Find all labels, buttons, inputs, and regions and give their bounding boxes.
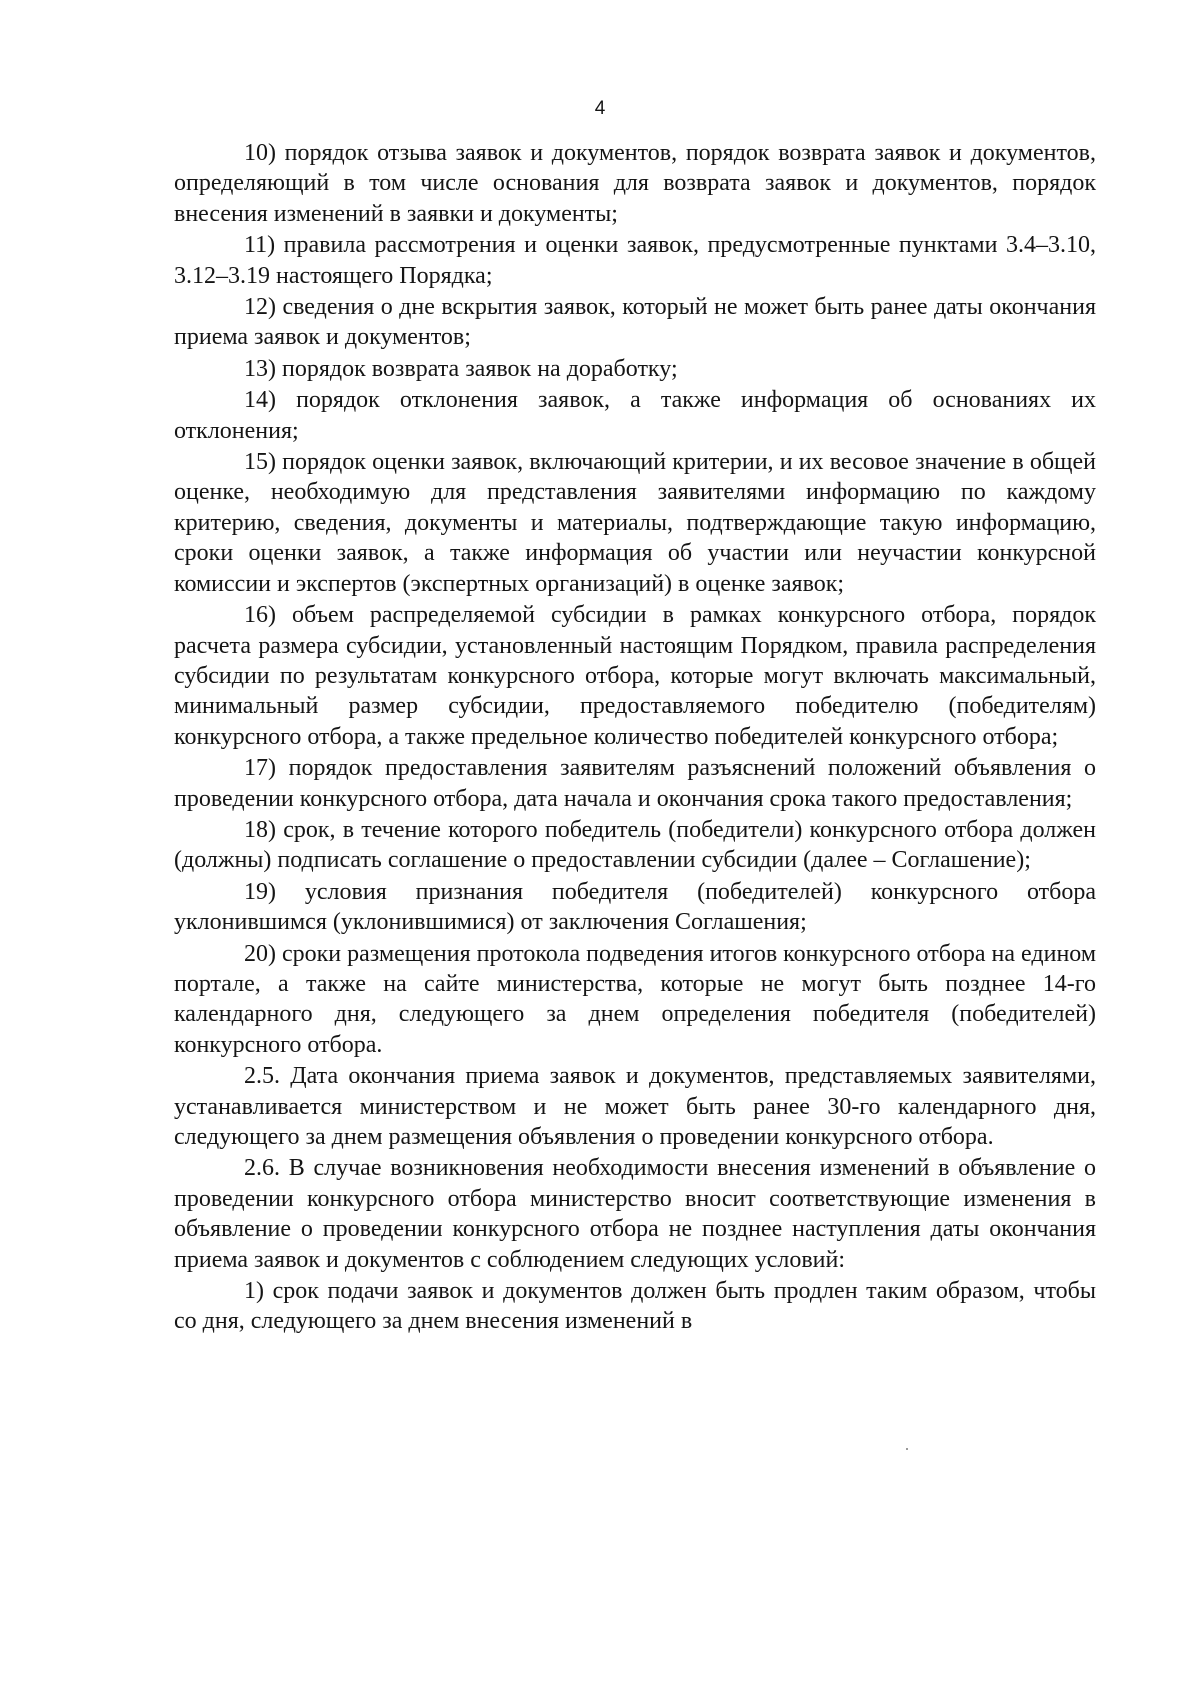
paragraph-item-17: 17) порядок предоставления заявителям разъяснений положений объявления о проведении конкурсного отбора, дата начала и окончания срока такого предоставления; <box>174 755 1096 812</box>
paragraph-item-12: 12) сведения о дне вскрытия заявок, который не может быть ранее даты окончания приема заявок и документов; <box>174 294 1096 351</box>
paragraph-item-11: 11) правила рассмотрения и оценки заявок, предусмотренные пунктами 3.4–3.10, 3.12–3.19 настоящего Порядка; <box>174 232 1096 289</box>
paragraph-item-14: 14) порядок отклонения заявок, а также информация об основаниях их отклонения; <box>174 387 1096 444</box>
paragraph-section-2-5: 2.5. Дата окончания приема заявок и документов, представляемых заявителями, устанавливается министерством и не может быть ранее 30-го календарного дня, следующего за днем размещения объявления о проведении конкурсного отбора. <box>174 1063 1096 1150</box>
scan-speck <box>906 1448 908 1450</box>
page-number: 4 <box>594 98 606 119</box>
paragraph-item-13: 13) порядок возврата заявок на доработку; <box>244 355 678 382</box>
paragraph-item-20: 20) сроки размещения протокола подведения итогов конкурсного отбора на едином портале, а также на сайте министерства, которые не могут быть позднее 14-го календарного дня, следующего за днем определения победителя (победителей) конкурсного отбора. <box>174 940 1097 1058</box>
paragraph-item-16: 16) объем распределяемой субсидии в рамках конкурсного отбора, порядок расчета размера субсидии, установленный настоящим Порядком, правила распределения субсидии по результатам конкурсного отбора, которые могут включать максимальный, минимальный размер субсидии, предоставляемого победителю (победителям) конкурсного отбора, а также предельное количество победителей конкурсного отбора; <box>174 602 1096 750</box>
paragraph-item-19: 19) условия признания победителя (победителей) конкурсного отбора уклонившимся (уклонившимися) от заключения Соглашения; <box>174 878 1096 936</box>
paragraph-item-18: 18) срок, в течение которого победитель (победители) конкурсного отбора должен (должны) подписать соглашение о предоставлении субсидии (далее – Соглашение); <box>174 816 1096 874</box>
paragraph-item-10: 10) порядок отзыва заявок и документов, порядок возврата заявок и документов, определяющий в том числе основания для возврата заявок и документов, порядок внесения изменений в заявки и документы; <box>174 140 1096 227</box>
paragraph-section-2-6: 2.6. В случае возникновения необходимости внесения изменений в объявление о проведении конкурсного отбора министерство вносит соответствующие изменения в объявление о проведении конкурсного отбора не позднее наступления даты окончания приема заявок и документов с соблюдением следующих условий: <box>174 1155 1096 1273</box>
paragraph-item-15: 15) порядок оценки заявок, включающий критерии, и их весовое значение в общей оценке, необходимую для представления заявителями информацию по каждому критерию, сведения, документы и материалы, подтверждающие такую информацию, сроки оценки заявок, а также информация об участии или неучастии конкурсной комиссии и экспертов (экспертных организаций) в оценке заявок; <box>174 449 1096 597</box>
document-body <box>174 138 1096 1338</box>
paragraph-condition-1: 1) срок подачи заявок и документов должен быть продлен таким образом, чтобы со дня, следующего за днем внесения изменений в <box>174 1278 1096 1335</box>
